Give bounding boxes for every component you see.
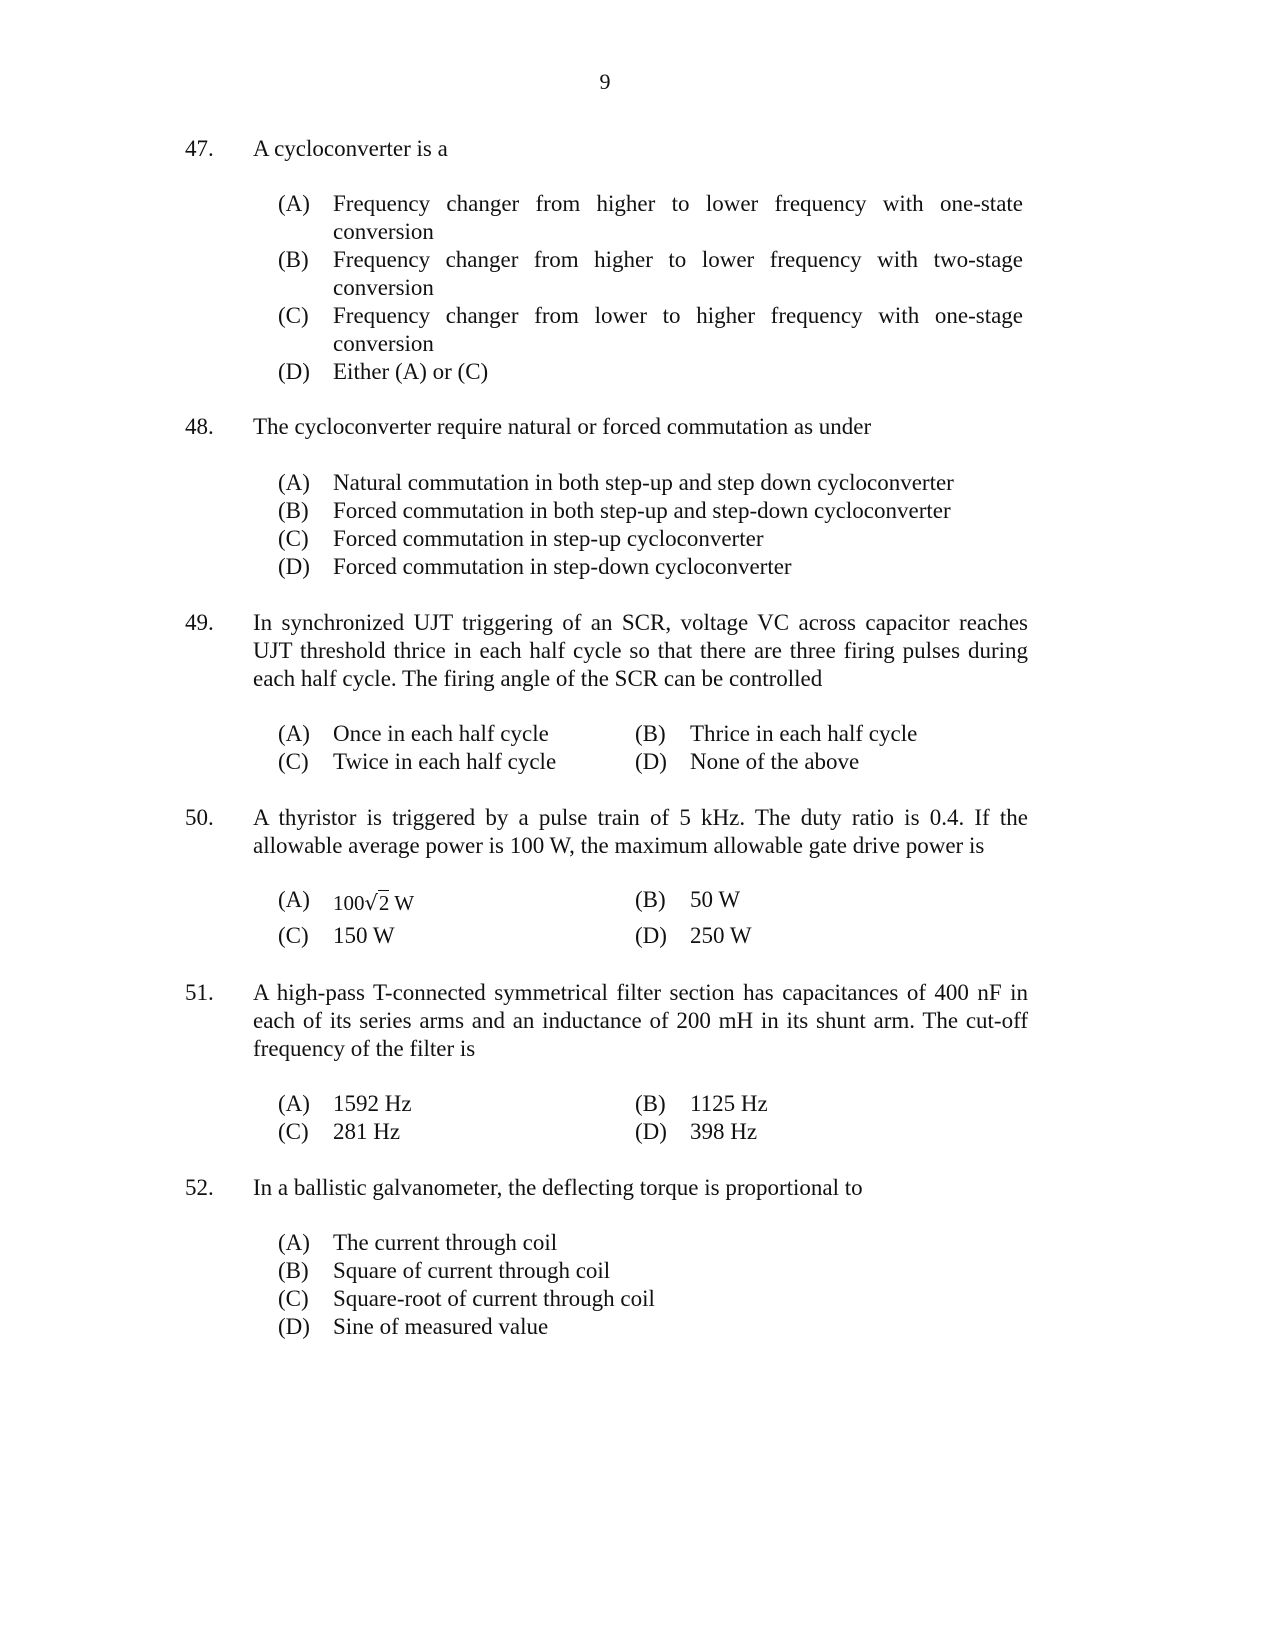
option-label: (D) bbox=[635, 749, 667, 774]
option-text: Frequency changer from lower to higher frequency with one-stage conversion bbox=[333, 303, 1023, 356]
option-text: Thrice in each half cycle bbox=[690, 721, 918, 746]
option-text: Square of current through coil bbox=[333, 1258, 611, 1283]
option-label: (C) bbox=[278, 749, 309, 774]
option-label: (D) bbox=[635, 923, 667, 948]
option-label: (A) bbox=[278, 191, 310, 216]
question-number: 47. bbox=[185, 136, 214, 161]
option-text: 398 Hz bbox=[690, 1119, 758, 1144]
question-stem: A high-pass T-connected symmetrical filter section has capacitances of 400 nF in each of its series arms and an inductance of 200 mH in its shunt arm. The cut-off frequency of the filter is bbox=[253, 980, 1028, 1061]
question-stem: A cycloconverter is a bbox=[253, 136, 448, 161]
question-number: 50. bbox=[185, 805, 214, 830]
option-text: Forced commutation in step-down cycloconverter bbox=[333, 554, 792, 579]
option-text: Sine of measured value bbox=[333, 1314, 549, 1339]
option-label: (B) bbox=[635, 887, 666, 912]
option-label: (A) bbox=[278, 1230, 310, 1255]
option-text: Forced commutation in step-up cycloconverter bbox=[333, 526, 764, 551]
option-text: 1592 Hz bbox=[333, 1091, 412, 1116]
option-label: (C) bbox=[278, 303, 309, 328]
option-label: (B) bbox=[278, 247, 309, 272]
option-label: (B) bbox=[635, 1091, 666, 1116]
option-label: (D) bbox=[635, 1119, 667, 1144]
option-label: (A) bbox=[278, 887, 310, 912]
option-text: Frequency changer from higher to lower frequency with one-state conversion bbox=[333, 191, 1023, 244]
question-number: 52. bbox=[185, 1175, 214, 1200]
page-number: 9 bbox=[599, 69, 611, 94]
option-text: 250 W bbox=[690, 923, 752, 948]
option-text: 150 W bbox=[333, 923, 395, 948]
option-label: (D) bbox=[278, 554, 310, 579]
option-text: 1125 Hz bbox=[690, 1091, 768, 1116]
option-text: Either (A) or (C) bbox=[333, 359, 489, 384]
option-text: None of the above bbox=[690, 749, 860, 774]
option-text: 281 Hz bbox=[333, 1119, 401, 1144]
option-text: Twice in each half cycle bbox=[333, 749, 557, 774]
option-label: (A) bbox=[278, 721, 310, 746]
option-text: Square-root of current through coil bbox=[333, 1286, 655, 1311]
option-text: Frequency changer from higher to lower frequency with two-stage conversion bbox=[333, 247, 1023, 300]
option-label: (C) bbox=[278, 923, 309, 948]
option-label: (A) bbox=[278, 470, 310, 495]
option-text bbox=[333, 889, 623, 917]
question-number: 49. bbox=[185, 610, 214, 635]
option-value-suffix: W bbox=[389, 891, 415, 915]
question-stem: The cycloconverter require natural or forced commutation as under bbox=[253, 414, 872, 439]
square-root bbox=[365, 889, 390, 917]
question-stem: In synchronized UJT triggering of an SCR, voltage VC across capacitor reaches UJT threshold thrice in each half cycle so that there are three firing pulses during each half cycle. The firing angle of the SCR can be controlled bbox=[253, 610, 1028, 691]
option-label: (B) bbox=[635, 721, 666, 746]
option-label: (C) bbox=[278, 1286, 309, 1311]
option-label: (D) bbox=[278, 1314, 310, 1339]
radical-sign: √ bbox=[364, 891, 378, 915]
question-number: 48. bbox=[185, 414, 214, 439]
question-number: 51. bbox=[185, 980, 214, 1005]
option-text: Natural commutation in both step-up and step down cycloconverter bbox=[333, 470, 954, 495]
option-label: (B) bbox=[278, 498, 309, 523]
question-stem: A thyristor is triggered by a pulse train of 5 kHz. The duty ratio is 0.4. If the allowable average power is 100 W, the maximum allowable gate drive power is bbox=[253, 805, 1028, 858]
option-text: The current through coil bbox=[333, 1230, 558, 1255]
option-text: Forced commutation in both step-up and step-down cycloconverter bbox=[333, 498, 951, 523]
option-text: Once in each half cycle bbox=[333, 721, 549, 746]
option-label: (C) bbox=[278, 526, 309, 551]
option-value-prefix: 100 bbox=[333, 891, 365, 915]
option-text: 50 W bbox=[690, 887, 741, 912]
question-stem: In a ballistic galvanometer, the deflecting torque is proportional to bbox=[253, 1175, 863, 1200]
option-label: (D) bbox=[278, 359, 310, 384]
option-label: (A) bbox=[278, 1091, 310, 1116]
radicand: 2 bbox=[378, 891, 390, 915]
option-label: (B) bbox=[278, 1258, 309, 1283]
option-label: (C) bbox=[278, 1119, 309, 1144]
